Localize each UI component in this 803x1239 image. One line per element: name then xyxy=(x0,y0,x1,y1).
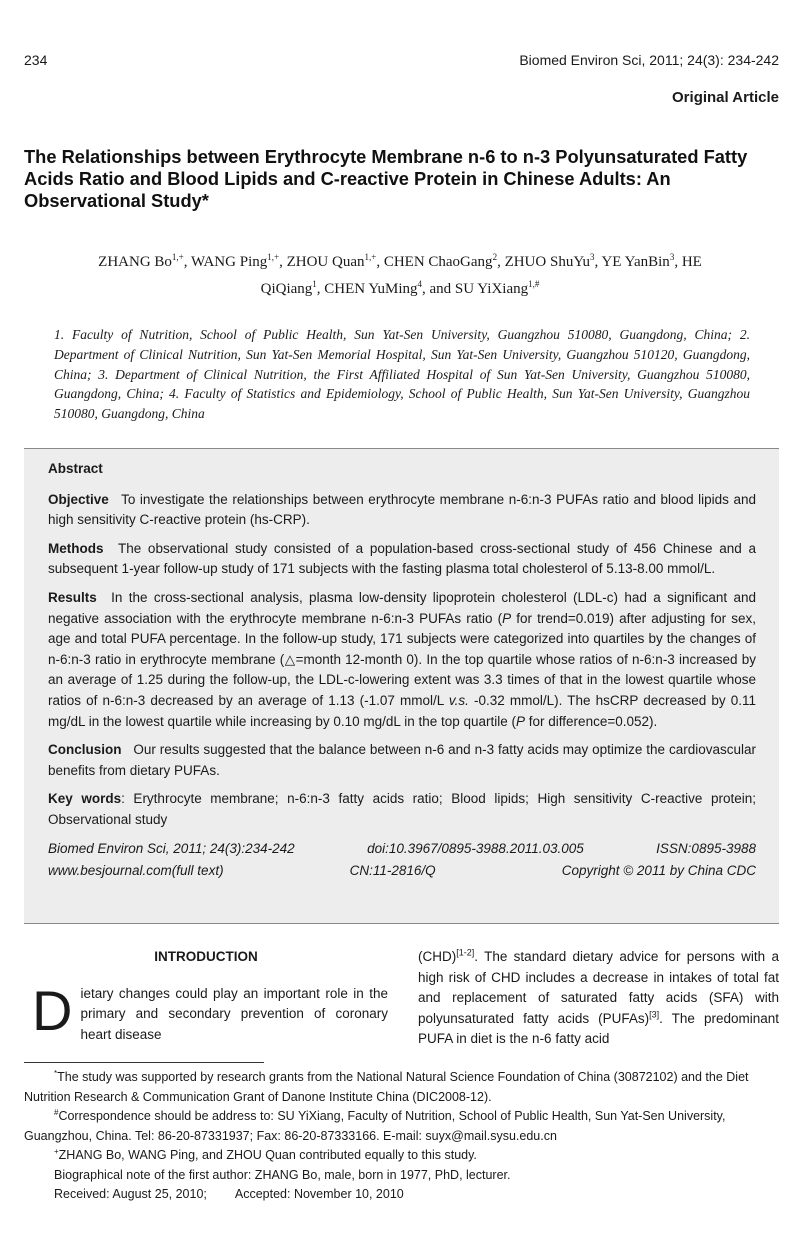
citation-website: www.besjournal.com(full text) xyxy=(48,863,224,879)
author: HE QiQiang$^1$ xyxy=(260,254,702,297)
footnote-funding: *The study was supported by research grants from the National Natural Science Foundation of China (30872102) and the Diet Nutrition Research & Communication Grant of Danone Institute China (DIC2008-12). xyxy=(24,1068,749,1104)
author: YE YanBin$^3$ xyxy=(601,252,675,270)
article-title: The Relationships between Erythrocyte Membrane n-6 to n-3 Polyunsaturated Fatty Acids Ratio and Blood Lipids and C-reactive Protein in Chinese Adults: An Observational Study* xyxy=(24,146,748,211)
accepted-date: Accepted: November 10, 2010 xyxy=(234,1187,404,1201)
citation-journal: Biomed Environ Sci, 2011; 24(3):234-242 xyxy=(48,840,295,856)
intro-right-column: (CHD)[1-2]. The standard dietary advice for persons with a high risk of CHD includes a decrease in intakes of total fat and replacement of saturated fatty acids (SFA) with polyunsaturated fatty acids (PUFAs)[3]. The predominant PUFA in diet is the n-6 fatty acid xyxy=(418,947,779,1047)
author: CHEN YuMing$^4$ xyxy=(324,279,422,297)
abstract-conclusion: Conclusion Our results suggested that the balance between n-6 and n-3 fatty acids may optimize the cardiovascular benefits from dietary PUFAs. xyxy=(48,742,756,778)
author: ZHOU Quan$^{1,+}$ xyxy=(286,252,377,270)
affiliations: 1. Faculty of Nutrition, School of Public Health, Sun Yat-Sen University, Guangzhou 510080, Guangdong, China; 2. Department of Clinical Nutrition, Sun Yat-Sen Memorial Hospital, Sun Yat-Sen University, Guangzhou 510120, Guangdong, China; 3. Department of Clinical Nutrition, the First Affiliated Hospital of Sun Yat-Sen University, Guangzhou 510080, Guangdong, China; 4. Faculty of Statistics and Epidemiology, School of Public Health, Sun Yat-Sen University, Guangzhou 510080, Guangdong, China xyxy=(54,327,750,422)
author: CHEN ChaoGang$^2$ xyxy=(383,252,498,270)
citation-row-2 xyxy=(48,861,756,882)
citation-cn: CN:11-2816/Q xyxy=(349,863,436,879)
received-date: Received: August 25, 2010; xyxy=(54,1187,207,1201)
citation-row-1 xyxy=(48,839,756,860)
abstract-results: Results In the cross-sectional analysis, plasma low-density lipoprotein cholesterol (LDL-c) had a significant and negative association with the erythrocyte membrane n-6:n-3 PUFAs ratio (P for trend=0.019) after adjusting for sex, age and total PUFA percentage. In the follow-up study, 171 subjects were categorized into quartiles by the changes of n-6:n-3 ratio in erythrocyte membrane (△=month 12-month 0). In the top quartile whose ratios of n-6:n-3 increased by an average of 1.25 during the follow-up, the LDL-c-lowering extent was 3.3 times of that in the lowest quartile whose ratios of n-6:n-3 decreased by an average of 1.13 (-1.07 mmol/L v.s. -0.32 mmol/L). The hsCRP decreased by 0.11 mg/dL in the lowest quartile while increasing by 0.10 mg/dL in the top quartile (P for difference=0.052). xyxy=(48,589,757,729)
intro-heading: INTRODUCTION xyxy=(154,949,258,964)
author: SU YiXiang$^{1,\#}$ xyxy=(454,279,540,297)
footnote-biography: Biographical note of the first author: ZHANG Bo, male, born in 1977, PhD, lecturer. xyxy=(54,1167,511,1182)
intro-paragraph: Dietary changes could play an important role in the primary and secondary prevention of coronary heart disease xyxy=(32,978,388,1042)
author: WANG Ping$^{1,+}$ xyxy=(190,252,280,270)
reference-citation: [3] xyxy=(649,1009,660,1020)
article-type: Original Article xyxy=(672,89,779,106)
drop-cap: D xyxy=(32,978,73,1042)
abstract-objective: Objective To investigate the relationships between erythrocyte membrane n-6:n-3 PUFAs ratio and blood lipids and high sensitivity C-reactive protein (hs-CRP). xyxy=(48,491,756,528)
citation-copyright: Copyright © 2011 by China CDC xyxy=(561,863,756,879)
abstract-keywords: Key words: Erythrocyte membrane; n-6:n-3 fatty acids ratio; Blood lipids; High sensitivity C-reactive protein; Observational study xyxy=(48,791,756,827)
intro-left-column xyxy=(24,947,388,1045)
footnote-equal-contribution: +ZHANG Bo, WANG Ping, and ZHOU Quan contributed equally to this study. xyxy=(54,1146,477,1162)
footnote-dates xyxy=(24,1185,780,1205)
abstract-methods: Methods The observational study consisted of a population-based cross-sectional study of 456 Chinese and a subsequent 1-year follow-up study of 171 subjects with the fasting plasma total cholesterol of 5.13-8.00 mmol/L. xyxy=(48,540,756,577)
author-list: ZHANG $Bo^{1,+}$, WANG Ping$^{1,+}$, ZHOU Quan$^{1,+}$, CHEN ChaoGang$^2$, ZHUO ShuYu$^3$, YE YanBin$^3$, HE QiQiang$^1$, CHEN YuMing$^4$, and SU YiXiang$^{1,\#}$ xyxy=(98,252,702,297)
author: ZHUO ShuYu$^3$ xyxy=(504,252,595,270)
abstract-heading: Abstract xyxy=(48,461,103,476)
citation-doi: doi:10.3967/0895-3988.2011.03.005 xyxy=(367,840,584,856)
author: ZHANG $Bo^{1,+}$ xyxy=(98,252,184,270)
page-number: 234 xyxy=(24,52,48,68)
reference-citation: [1-2] xyxy=(456,947,475,958)
abstract-box xyxy=(24,448,779,924)
footnotes xyxy=(24,1068,780,1205)
footnote-divider xyxy=(24,1062,264,1063)
footnote-correspondence: #Correspondence should be address to: SU YiXiang, Faculty of Nutrition, School of Public Health, Sun Yat-Sen University, Guangzhou, China. Tel: 86-20-87331937; Fax: 86-20-87333166. E-mail: suyx@mail.sysu.edu.cn xyxy=(24,1107,726,1143)
citation-issn: ISSN:0895-3988 xyxy=(656,840,756,856)
journal-reference: Biomed Environ Sci, 2011; 24(3): 234-242 xyxy=(519,52,779,68)
